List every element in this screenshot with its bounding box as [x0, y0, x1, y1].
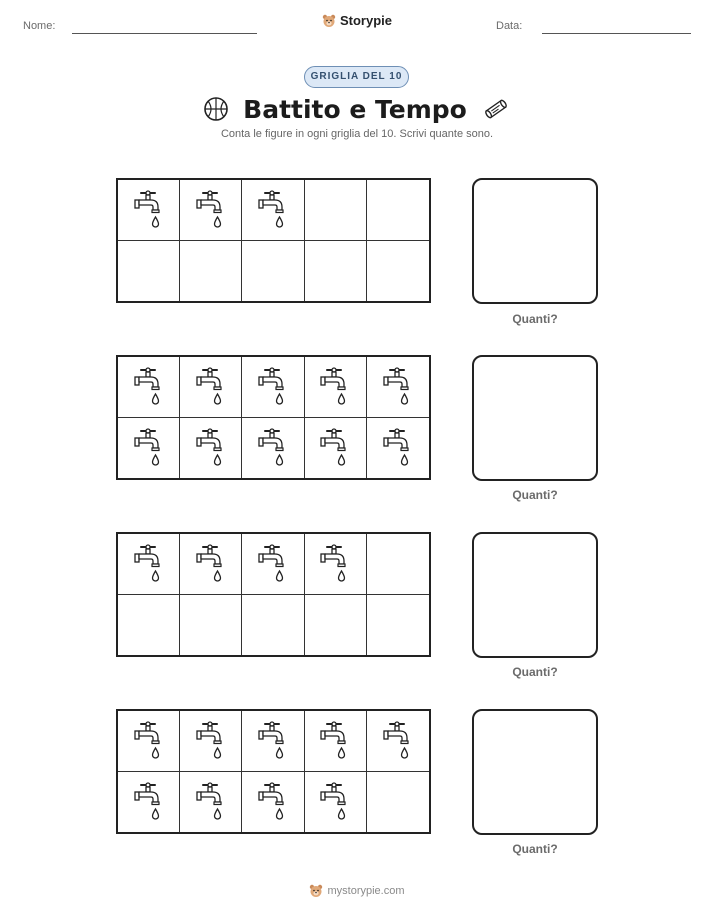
grid-cell — [242, 772, 304, 833]
faucet-icon — [256, 188, 290, 232]
ten-frame-4 — [116, 709, 431, 834]
grid-cell — [242, 241, 304, 302]
answer-label-3: Quanti? — [512, 665, 558, 679]
faucet-icon — [194, 365, 228, 409]
faucet-icon — [132, 542, 166, 586]
faucet-icon — [381, 719, 415, 763]
brand-logo — [0, 13, 714, 33]
faucet-icon — [256, 542, 290, 586]
grid-cell — [180, 180, 242, 241]
faucet-icon — [256, 719, 290, 763]
scroll-icon — [481, 96, 511, 122]
grid-cell — [305, 711, 367, 772]
faucet-icon — [132, 365, 166, 409]
grid-cell — [118, 711, 180, 772]
grid-cell — [367, 357, 429, 418]
faucet-icon — [132, 426, 166, 470]
faucet-icon — [256, 426, 290, 470]
answer-box-1[interactable] — [472, 178, 598, 304]
grid-cell — [118, 418, 180, 479]
grid-cell — [118, 241, 180, 302]
grid-cell — [242, 711, 304, 772]
grid-cell — [305, 418, 367, 479]
faucet-icon — [318, 780, 352, 824]
instructions: Conta le figure in ogni griglia del 10. Scrivi quante sono. — [220, 128, 494, 140]
grid-cell — [305, 534, 367, 595]
grid-cell — [367, 772, 429, 833]
grid-cell — [118, 595, 180, 656]
faucet-icon — [194, 780, 228, 824]
faucet-icon — [256, 365, 290, 409]
page-title: Battito e Tempo — [243, 94, 467, 124]
footer — [0, 884, 714, 903]
faucet-icon — [381, 426, 415, 470]
grid-cell — [180, 241, 242, 302]
faucet-icon — [318, 365, 352, 409]
bear-icon — [309, 884, 323, 898]
grid-cell — [180, 534, 242, 595]
faucet-icon — [318, 719, 352, 763]
grid-cell — [367, 711, 429, 772]
answer-box-2[interactable] — [472, 355, 598, 481]
grid-cell — [180, 772, 242, 833]
faucet-icon — [194, 426, 228, 470]
faucet-icon — [132, 780, 166, 824]
grid-cell — [180, 418, 242, 479]
faucet-icon — [132, 719, 166, 763]
grid-cell — [118, 357, 180, 418]
grid-cell — [367, 180, 429, 241]
name-line[interactable] — [72, 33, 257, 34]
section-badge: GRIGLIA DEL 10 — [304, 66, 409, 88]
basketball-icon — [203, 96, 229, 122]
faucet-icon — [194, 188, 228, 232]
grid-cell — [305, 772, 367, 833]
faucet-icon — [132, 188, 166, 232]
answer-label-2: Quanti? — [512, 488, 558, 502]
grid-cell — [367, 241, 429, 302]
grid-cell — [305, 241, 367, 302]
grid-cell — [242, 418, 304, 479]
faucet-icon — [318, 542, 352, 586]
grid-cell — [305, 357, 367, 418]
bear-icon — [322, 14, 336, 28]
grid-cell — [118, 772, 180, 833]
grid-cell — [305, 595, 367, 656]
grid-cell — [367, 418, 429, 479]
footer-url: mystorypie.com — [327, 885, 405, 897]
grid-cell — [180, 357, 242, 418]
date-line[interactable] — [542, 33, 691, 34]
ten-frame-3 — [116, 532, 431, 657]
grid-cell — [242, 595, 304, 656]
grid-cell — [242, 534, 304, 595]
grid-cell — [242, 357, 304, 418]
grid-cell — [367, 595, 429, 656]
grid-cell — [242, 180, 304, 241]
grid-cell — [305, 180, 367, 241]
faucet-icon — [256, 780, 290, 824]
date-label: Data: — [496, 20, 523, 32]
grid-cell — [180, 711, 242, 772]
faucet-icon — [194, 719, 228, 763]
ten-frame-2 — [116, 355, 431, 480]
brand-name: Storypie — [339, 13, 392, 28]
name-label: Nome: — [23, 20, 56, 32]
grid-cell — [180, 595, 242, 656]
answer-label-1: Quanti? — [512, 312, 558, 326]
answer-box-4[interactable] — [472, 709, 598, 835]
grid-cell — [118, 180, 180, 241]
faucet-icon — [318, 426, 352, 470]
faucet-icon — [381, 365, 415, 409]
answer-label-4: Quanti? — [512, 842, 558, 856]
faucet-icon — [194, 542, 228, 586]
ten-frame-1 — [116, 178, 431, 303]
answer-box-3[interactable] — [472, 532, 598, 658]
grid-cell — [118, 534, 180, 595]
grid-cell — [367, 534, 429, 595]
